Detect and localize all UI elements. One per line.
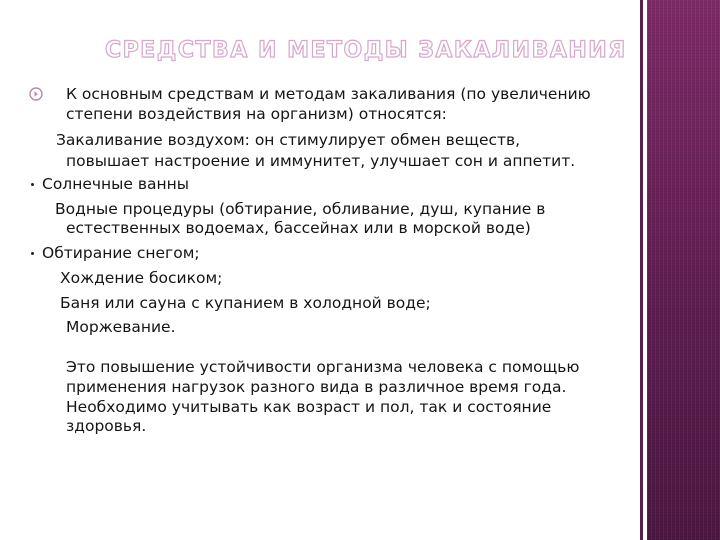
- winter-swimming: Моржевание.: [66, 318, 176, 336]
- circled-arrow-bullet-icon: [29, 87, 43, 101]
- sauna-line: Баня или сауна с купанием в холодной воде;: [60, 294, 431, 312]
- slide-title: СРЕДСТВА И МЕТОДЫ ЗАКАЛИВАНИЯ: [105, 38, 627, 63]
- decorative-side-stripe: [647, 0, 720, 540]
- definition-line-3: Необходимо учитывать как возраст и пол, так и состояние: [66, 398, 552, 416]
- barefoot-walk: Хождение босиком;: [60, 269, 223, 287]
- air-line-2: повышает настроение и иммунитет, улучшает сон и аппетит.: [66, 152, 576, 170]
- definition-line-1: Это повышение устойчивости организма человека с помощью: [66, 358, 580, 376]
- snow-rub: Обтирание снегом;: [42, 244, 200, 262]
- intro-line-2: степени воздействия на организм) относятся:: [66, 105, 447, 123]
- definition-line-4: здоровья.: [66, 417, 147, 435]
- list-dot: [31, 252, 34, 255]
- water-line-1: Водные процедуры (обтирание, обливание, душ, купание в: [55, 200, 546, 218]
- water-line-2: естественных водоемах, бассейнах или в морской воде): [66, 219, 531, 237]
- air-line-1: Закаливание воздухом: он стимулирует обмен веществ,: [56, 131, 521, 149]
- list-dot: [31, 183, 34, 186]
- definition-line-2: применения нагрузок разного вида в различное время года.: [66, 378, 567, 396]
- intro-line-1: К основным средствам и методам закаливания (по увеличению: [66, 85, 591, 103]
- sun-baths: Солнечные ванны: [42, 175, 190, 193]
